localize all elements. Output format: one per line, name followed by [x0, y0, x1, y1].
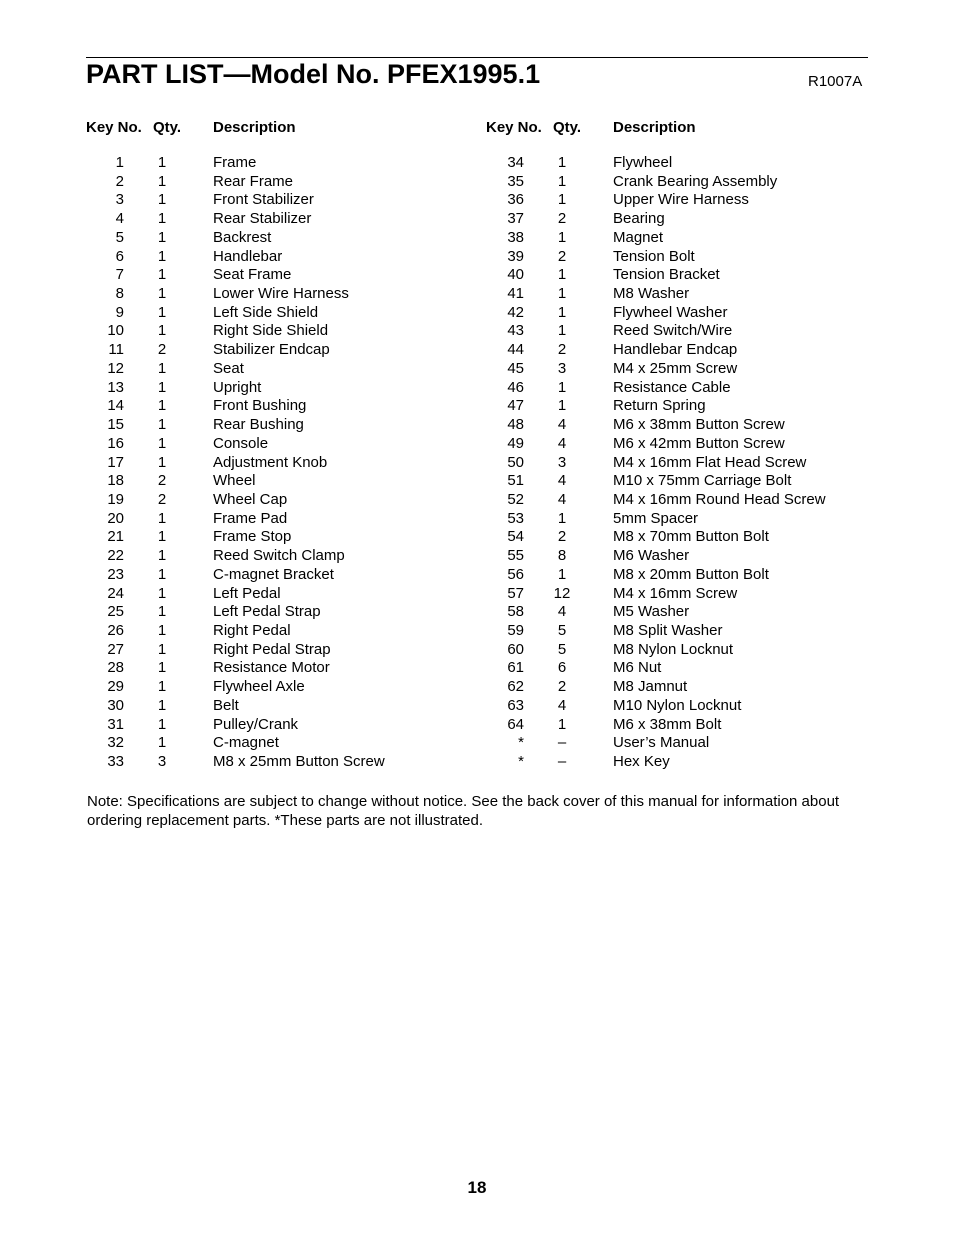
table-row [86, 697, 466, 716]
part-qty: 1 [157, 434, 167, 452]
part-qty: 2 [157, 472, 167, 490]
part-key-no: 18 [107, 472, 124, 490]
part-qty: 1 [157, 322, 167, 340]
part-qty: 1 [157, 528, 167, 546]
document-code: R1007A [808, 73, 863, 90]
table-row [86, 322, 466, 341]
table-row [86, 229, 466, 248]
table-row [486, 304, 866, 323]
part-key-no: 47 [507, 397, 524, 415]
part-key-no: 24 [107, 584, 124, 602]
table-row [486, 585, 866, 604]
page-number: 18 [467, 1178, 487, 1197]
part-qty: 3 [557, 453, 567, 471]
table-row [86, 341, 466, 360]
part-description: Pulley/Crank [213, 715, 299, 733]
part-qty: 1 [557, 509, 567, 527]
part-description: M4 x 16mm Round Head Screw [613, 490, 826, 508]
table-row [86, 379, 466, 398]
table-row [86, 285, 466, 304]
table-row [86, 154, 466, 173]
part-description: Left Pedal Strap [213, 603, 321, 621]
part-qty: 1 [157, 397, 167, 415]
part-key-no: 31 [107, 715, 124, 733]
part-key-no: 49 [507, 434, 524, 452]
part-description: M8 x 70mm Button Bolt [613, 528, 769, 546]
part-qty: 3 [557, 359, 567, 377]
header-description: Description [213, 119, 296, 136]
part-qty: 1 [557, 285, 567, 303]
part-key-no: 15 [107, 416, 124, 434]
part-key-no: 43 [507, 322, 524, 340]
table-row [486, 753, 866, 772]
part-key-no: 20 [107, 509, 124, 527]
part-description: M10 Nylon Locknut [613, 696, 742, 714]
header-key-no: Key No. [486, 119, 542, 136]
part-description: Right Pedal [213, 621, 291, 639]
part-description: Flywheel Washer [613, 303, 728, 321]
part-qty: 1 [157, 285, 167, 303]
part-qty: 1 [157, 359, 167, 377]
part-qty: 1 [157, 640, 167, 658]
table-row [86, 603, 466, 622]
part-qty: 1 [557, 303, 567, 321]
header-key-no: Key No. [86, 119, 142, 136]
part-description: M8 x 25mm Button Screw [213, 753, 385, 770]
table-row [486, 641, 866, 660]
part-qty: 1 [557, 172, 567, 190]
table-row [486, 678, 866, 697]
table-row [86, 566, 466, 585]
part-key-no: 39 [507, 247, 524, 265]
table-row [486, 697, 866, 716]
part-description: Lower Wire Harness [213, 285, 349, 303]
part-description: Tension Bracket [613, 266, 720, 284]
parts-rows-left [86, 154, 466, 772]
part-key-no: 52 [507, 490, 524, 508]
column-header [486, 119, 866, 137]
table-row [486, 154, 866, 173]
table-row [86, 266, 466, 285]
part-qty: 6 [557, 659, 567, 677]
table-row [86, 248, 466, 267]
part-description: Console [213, 434, 269, 452]
table-row [86, 173, 466, 192]
part-description: Wheel [213, 472, 256, 490]
part-qty: 1 [157, 191, 167, 209]
part-key-no: 7 [115, 266, 124, 284]
table-row [486, 566, 866, 585]
table-row [486, 322, 866, 341]
table-row [86, 716, 466, 735]
part-key-no: 42 [507, 303, 524, 321]
part-qty: 1 [157, 734, 167, 752]
part-description: Hex Key [613, 753, 670, 770]
part-description: C-magnet Bracket [213, 565, 334, 583]
part-description: Crank Bearing Assembly [613, 172, 778, 190]
part-key-no: 9 [115, 303, 124, 321]
part-description: Upright [213, 378, 262, 396]
part-key-no: 61 [507, 659, 524, 677]
part-key-no: 41 [507, 285, 524, 303]
table-row [86, 491, 466, 510]
table-row [486, 716, 866, 735]
part-qty: 2 [557, 210, 567, 228]
header-qty: Qty. [553, 119, 582, 136]
part-key-no: 28 [107, 659, 124, 677]
part-description: M6 x 42mm Button Screw [613, 434, 785, 452]
part-key-no: 48 [507, 416, 524, 434]
part-key-no: 14 [107, 397, 124, 415]
part-key-no: 56 [507, 565, 524, 583]
part-key-no: 54 [507, 528, 524, 546]
part-qty: 4 [557, 696, 567, 714]
table-row [86, 659, 466, 678]
part-key-no: 6 [115, 247, 124, 265]
part-description: Right Pedal Strap [213, 640, 331, 658]
part-qty: 2 [557, 678, 567, 696]
part-key-no: 2 [115, 172, 124, 190]
part-key-no: 32 [107, 734, 124, 752]
part-description: Adjustment Knob [213, 453, 328, 471]
part-description: C-magnet [213, 734, 279, 752]
parts-column-right [486, 119, 866, 770]
table-row [486, 360, 866, 379]
part-key-no: 46 [507, 378, 524, 396]
part-description: Frame Pad [213, 509, 288, 527]
part-description: M8 Washer [613, 285, 690, 303]
parts-rows-right [486, 154, 866, 772]
part-qty: 1 [157, 715, 167, 733]
part-description: Rear Stabilizer [213, 210, 312, 228]
part-description: Frame [213, 154, 257, 171]
part-key-no: 35 [507, 172, 524, 190]
part-qty: 8 [557, 547, 567, 565]
top-rule [86, 57, 868, 58]
part-description: 5mm Spacer [613, 509, 699, 527]
part-key-no: 34 [507, 154, 524, 171]
part-qty: 2 [157, 341, 167, 359]
part-key-no: 58 [507, 603, 524, 621]
part-qty: 1 [157, 584, 167, 602]
header-description: Description [613, 119, 696, 136]
part-key-no: 1 [115, 154, 124, 171]
part-description: Backrest [213, 228, 272, 246]
table-row [86, 678, 466, 697]
part-qty: 1 [157, 547, 167, 565]
table-row [486, 397, 866, 416]
part-qty: 1 [157, 228, 167, 246]
part-qty: 1 [157, 247, 167, 265]
part-key-no: 13 [107, 378, 124, 396]
part-key-no: 64 [507, 715, 524, 733]
part-key-no: 50 [507, 453, 524, 471]
part-key-no: 8 [115, 285, 124, 303]
footnote: Note: Specifications are subject to change without notice. See the back cover of this manual for information about ordering replacement parts. *These parts are not illustrated. [87, 793, 840, 829]
column-header [86, 119, 466, 137]
part-key-no: 29 [107, 678, 124, 696]
part-key-no: 23 [107, 565, 124, 583]
page-title: PART LIST—Model No. PFEX1995.1 [86, 59, 541, 89]
table-row [86, 191, 466, 210]
part-key-no: 12 [107, 359, 124, 377]
table-row [86, 304, 466, 323]
part-description: Handlebar [213, 247, 283, 265]
part-qty: 2 [157, 490, 167, 508]
part-description: M6 Nut [613, 659, 662, 677]
part-qty: 4 [557, 490, 567, 508]
part-key-no: 38 [507, 228, 524, 246]
table-row [86, 528, 466, 547]
part-key-no: * [518, 753, 524, 770]
table-row [86, 585, 466, 604]
part-key-no: 17 [107, 453, 124, 471]
table-row [86, 472, 466, 491]
part-key-no: 40 [507, 266, 524, 284]
table-row [86, 641, 466, 660]
table-row [486, 416, 866, 435]
part-key-no: 59 [507, 621, 524, 639]
part-qty: 1 [557, 322, 567, 340]
part-key-no: 22 [107, 547, 124, 565]
part-description: Bearing [613, 210, 665, 228]
part-qty: 2 [557, 341, 567, 359]
part-description: Stabilizer Endcap [213, 341, 330, 359]
part-qty: 1 [157, 659, 167, 677]
part-qty: 1 [557, 715, 567, 733]
part-key-no: 51 [507, 472, 524, 490]
part-description: Seat [213, 359, 244, 377]
part-key-no: 45 [507, 359, 524, 377]
table-row [86, 360, 466, 379]
table-row [486, 454, 866, 473]
table-row [486, 191, 866, 210]
part-qty: 4 [557, 472, 567, 490]
part-description: Front Bushing [213, 397, 307, 415]
part-qty: 5 [557, 621, 567, 639]
part-description: M4 x 16mm Screw [613, 584, 738, 602]
part-key-no: 63 [507, 696, 524, 714]
part-description: Resistance Cable [613, 378, 731, 396]
part-description: Magnet [613, 228, 664, 246]
part-description: Return Spring [613, 397, 706, 415]
part-key-no: 53 [507, 509, 524, 527]
part-description: M4 x 16mm Flat Head Screw [613, 453, 807, 471]
part-key-no: 26 [107, 621, 124, 639]
table-row [486, 341, 866, 360]
part-description: M6 x 38mm Button Screw [613, 416, 785, 434]
part-description: Rear Bushing [213, 416, 304, 434]
part-qty: 3 [157, 753, 167, 770]
part-qty: 1 [557, 565, 567, 583]
table-row [86, 435, 466, 454]
part-key-no: 62 [507, 678, 524, 696]
table-row [486, 603, 866, 622]
part-description: Frame Stop [213, 528, 292, 546]
part-description: M10 x 75mm Carriage Bolt [613, 472, 792, 490]
part-qty: 1 [157, 266, 167, 284]
table-row [86, 753, 466, 772]
part-qty: 1 [557, 191, 567, 209]
part-description: M6 Washer [613, 547, 690, 565]
part-key-no: 57 [507, 584, 524, 602]
part-key-no: 4 [115, 210, 124, 228]
part-key-no: 55 [507, 547, 524, 565]
part-qty: 1 [157, 509, 167, 527]
part-description: Belt [213, 696, 239, 714]
part-qty: 1 [557, 378, 567, 396]
part-qty: – [557, 753, 567, 770]
part-qty: 1 [157, 172, 167, 190]
part-description: Right Side Shield [213, 322, 329, 340]
part-description: Flywheel Axle [213, 678, 305, 696]
part-qty: 1 [557, 397, 567, 415]
part-key-no: 11 [108, 341, 124, 359]
table-row [486, 491, 866, 510]
part-description: Handlebar Endcap [613, 341, 738, 359]
part-description: M5 Washer [613, 603, 690, 621]
part-description: User’s Manual [613, 734, 710, 752]
part-qty: 1 [157, 210, 167, 228]
table-row [486, 528, 866, 547]
part-qty: 1 [557, 266, 567, 284]
part-description: Resistance Motor [213, 659, 330, 677]
part-key-no: 21 [107, 528, 124, 546]
part-description: Reed Switch Clamp [213, 547, 345, 565]
part-qty: 1 [157, 621, 167, 639]
part-description: Tension Bolt [613, 247, 695, 265]
table-row [486, 248, 866, 267]
table-row [486, 285, 866, 304]
part-qty: 1 [157, 696, 167, 714]
table-row [86, 416, 466, 435]
part-description: M8 x 20mm Button Bolt [613, 565, 769, 583]
part-key-no: 33 [107, 753, 124, 770]
part-description: Flywheel [613, 154, 673, 171]
table-row [486, 435, 866, 454]
table-row [486, 622, 866, 641]
table-row [486, 266, 866, 285]
parts-column-left [86, 119, 466, 770]
part-qty: 1 [157, 453, 167, 471]
header-qty: Qty. [153, 119, 182, 136]
part-qty: 1 [157, 416, 167, 434]
table-row [486, 659, 866, 678]
table-row [486, 210, 866, 229]
table-row [486, 510, 866, 529]
part-key-no: 5 [115, 228, 124, 246]
part-key-no: * [518, 734, 524, 752]
part-qty: 1 [157, 303, 167, 321]
part-qty: 2 [557, 247, 567, 265]
part-description: Left Side Shield [213, 303, 319, 321]
table-row [86, 622, 466, 641]
part-description: M8 Nylon Locknut [613, 640, 734, 658]
part-key-no: 36 [507, 191, 524, 209]
table-row [486, 734, 866, 753]
table-row [86, 454, 466, 473]
part-qty: 2 [557, 528, 567, 546]
part-description: Front Stabilizer [213, 191, 314, 209]
part-key-no: 30 [107, 696, 124, 714]
part-description: Left Pedal [213, 584, 281, 602]
part-description: Upper Wire Harness [613, 191, 749, 209]
part-qty: 1 [157, 603, 167, 621]
table-row [86, 547, 466, 566]
part-qty: 1 [557, 154, 567, 171]
part-key-no: 3 [115, 191, 124, 209]
part-description: M6 x 38mm Bolt [613, 715, 722, 733]
part-qty: 1 [157, 565, 167, 583]
table-row [486, 229, 866, 248]
part-qty: 4 [557, 434, 567, 452]
table-row [486, 379, 866, 398]
part-qty: 4 [557, 416, 567, 434]
part-description: M8 Split Washer [613, 621, 723, 639]
part-description: Seat Frame [213, 266, 292, 284]
part-description: Reed Switch/Wire [613, 322, 733, 340]
part-description: Wheel Cap [213, 490, 288, 508]
part-qty: 1 [157, 678, 167, 696]
table-row [486, 472, 866, 491]
part-description: M4 x 25mm Screw [613, 359, 738, 377]
part-key-no: 25 [107, 603, 124, 621]
part-qty: – [557, 734, 567, 752]
part-qty: 12 [553, 584, 571, 602]
part-key-no: 19 [107, 490, 124, 508]
part-qty: 4 [557, 603, 567, 621]
part-key-no: 10 [107, 322, 124, 340]
part-qty: 1 [157, 154, 167, 171]
part-qty: 1 [157, 378, 167, 396]
table-row [86, 510, 466, 529]
table-row [86, 397, 466, 416]
part-description: Rear Frame [213, 172, 294, 190]
part-key-no: 27 [107, 640, 124, 658]
part-description: M8 Jamnut [613, 678, 688, 696]
table-row [486, 173, 866, 192]
part-key-no: 44 [507, 341, 524, 359]
part-qty: 5 [557, 640, 567, 658]
part-key-no: 60 [507, 640, 524, 658]
part-key-no: 37 [507, 210, 524, 228]
table-row [486, 547, 866, 566]
part-key-no: 16 [107, 434, 124, 452]
table-row [86, 210, 466, 229]
table-row [86, 734, 466, 753]
part-qty: 1 [557, 228, 567, 246]
